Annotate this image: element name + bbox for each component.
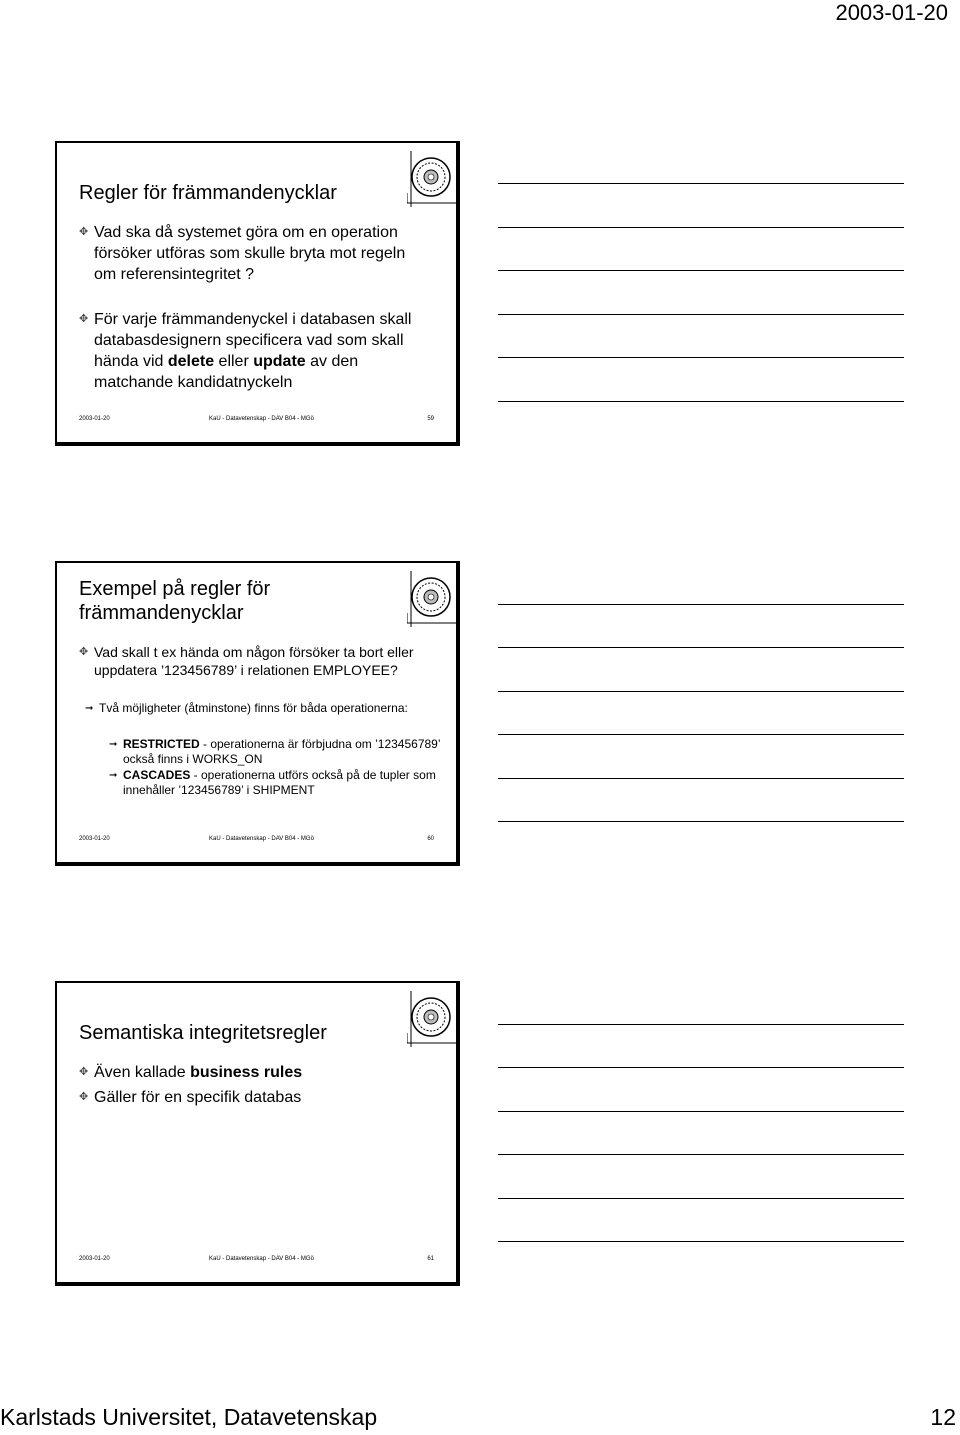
slide-footer: 2003-01-20 KaU - Datavetenskap - DAV B04 - MGö 61 [79,1256,434,1262]
notes-line [498,1111,904,1112]
slide-title: Semantiska integritetsregler [79,1022,327,1044]
page-number: 12 [930,1404,956,1430]
diamond-bullet-icon: ✥ [79,1066,89,1078]
diamond-bullet-icon: ✥ [79,226,89,238]
diamond-bullet-icon: ✥ [79,313,89,325]
notes-line [498,734,904,735]
slide-61 [55,981,460,1286]
notes-line [498,1198,904,1199]
arrow-bullet-icon: ➞ [109,770,118,781]
slide-footer: 2003-01-20 KaU - Datavetenskap - DAV B04 - MGö 60 [79,836,434,842]
slide-60 [55,561,460,866]
notes-line [498,227,904,228]
university-seal-icon [407,571,457,627]
notes-line [498,1024,904,1025]
notes-line [498,1154,904,1155]
page-date: 2003-01-20 [835,0,948,25]
notes-line [498,647,904,648]
notes-line [498,1067,904,1068]
sub-bullet-item: ➞ CASCADES - operationerna utförs också på de tupler som innehåller ’123456789’ i SHIPMENT [109,768,436,797]
bullet-item: ✥ Vad ska då systemet göra om en operation försöker utföras som skulle bryta mot regeln om referensintegritet ? [79,224,406,283]
notes-line [498,691,904,692]
notes-line [498,821,904,822]
slide-title: Exempel på regler för främmandenycklar [79,578,271,624]
notes-line [498,270,904,271]
university-seal-icon [407,991,457,1047]
arrow-bullet-icon: ➞ [109,739,118,750]
notes-line [498,357,904,358]
slide-59 [55,141,460,446]
notes-line [498,1241,904,1242]
bullet-item: ✥ För varje främmandenyckel i databasen skall databasdesignern specificera vad som skall hända vid delete eller update av den matchande kandidatnyckeln [79,311,412,391]
university-seal-icon [407,151,457,207]
slide-footer: 2003-01-20 KaU - Datavetenskap - DAV B04 - MGö 59 [79,416,434,422]
notes-line [498,183,904,184]
bullet-item: ✥ Även kallade business rules [79,1064,303,1081]
bullet-item: ✥ Vad skall t ex hända om någon försöker ta bort eller uppdatera ’123456789’ i relationen EMPLOYEE? [79,644,414,678]
notes-line [498,401,904,402]
sub-bullet-item: ➞ Två möjligheter (åtminstone) finns för båda operationerna: [85,701,408,715]
sub-bullet-item: ➞ RESTRICTED - operationerna är förbjudna om ’123456789’ också finns i WORKS_ON [109,737,441,766]
slide-title: Regler för främmandenycklar [79,182,337,204]
diamond-bullet-icon: ✥ [79,646,89,658]
arrow-bullet-icon: ➞ [85,703,94,714]
notes-line [498,604,904,605]
bullet-item: ✥ Gäller för en specifik databas [79,1089,302,1106]
notes-line [498,778,904,779]
page-footer-institution: Karlstads Universitet, Datavetenskap [0,1404,378,1430]
notes-line [498,314,904,315]
diamond-bullet-icon: ✥ [79,1091,89,1103]
